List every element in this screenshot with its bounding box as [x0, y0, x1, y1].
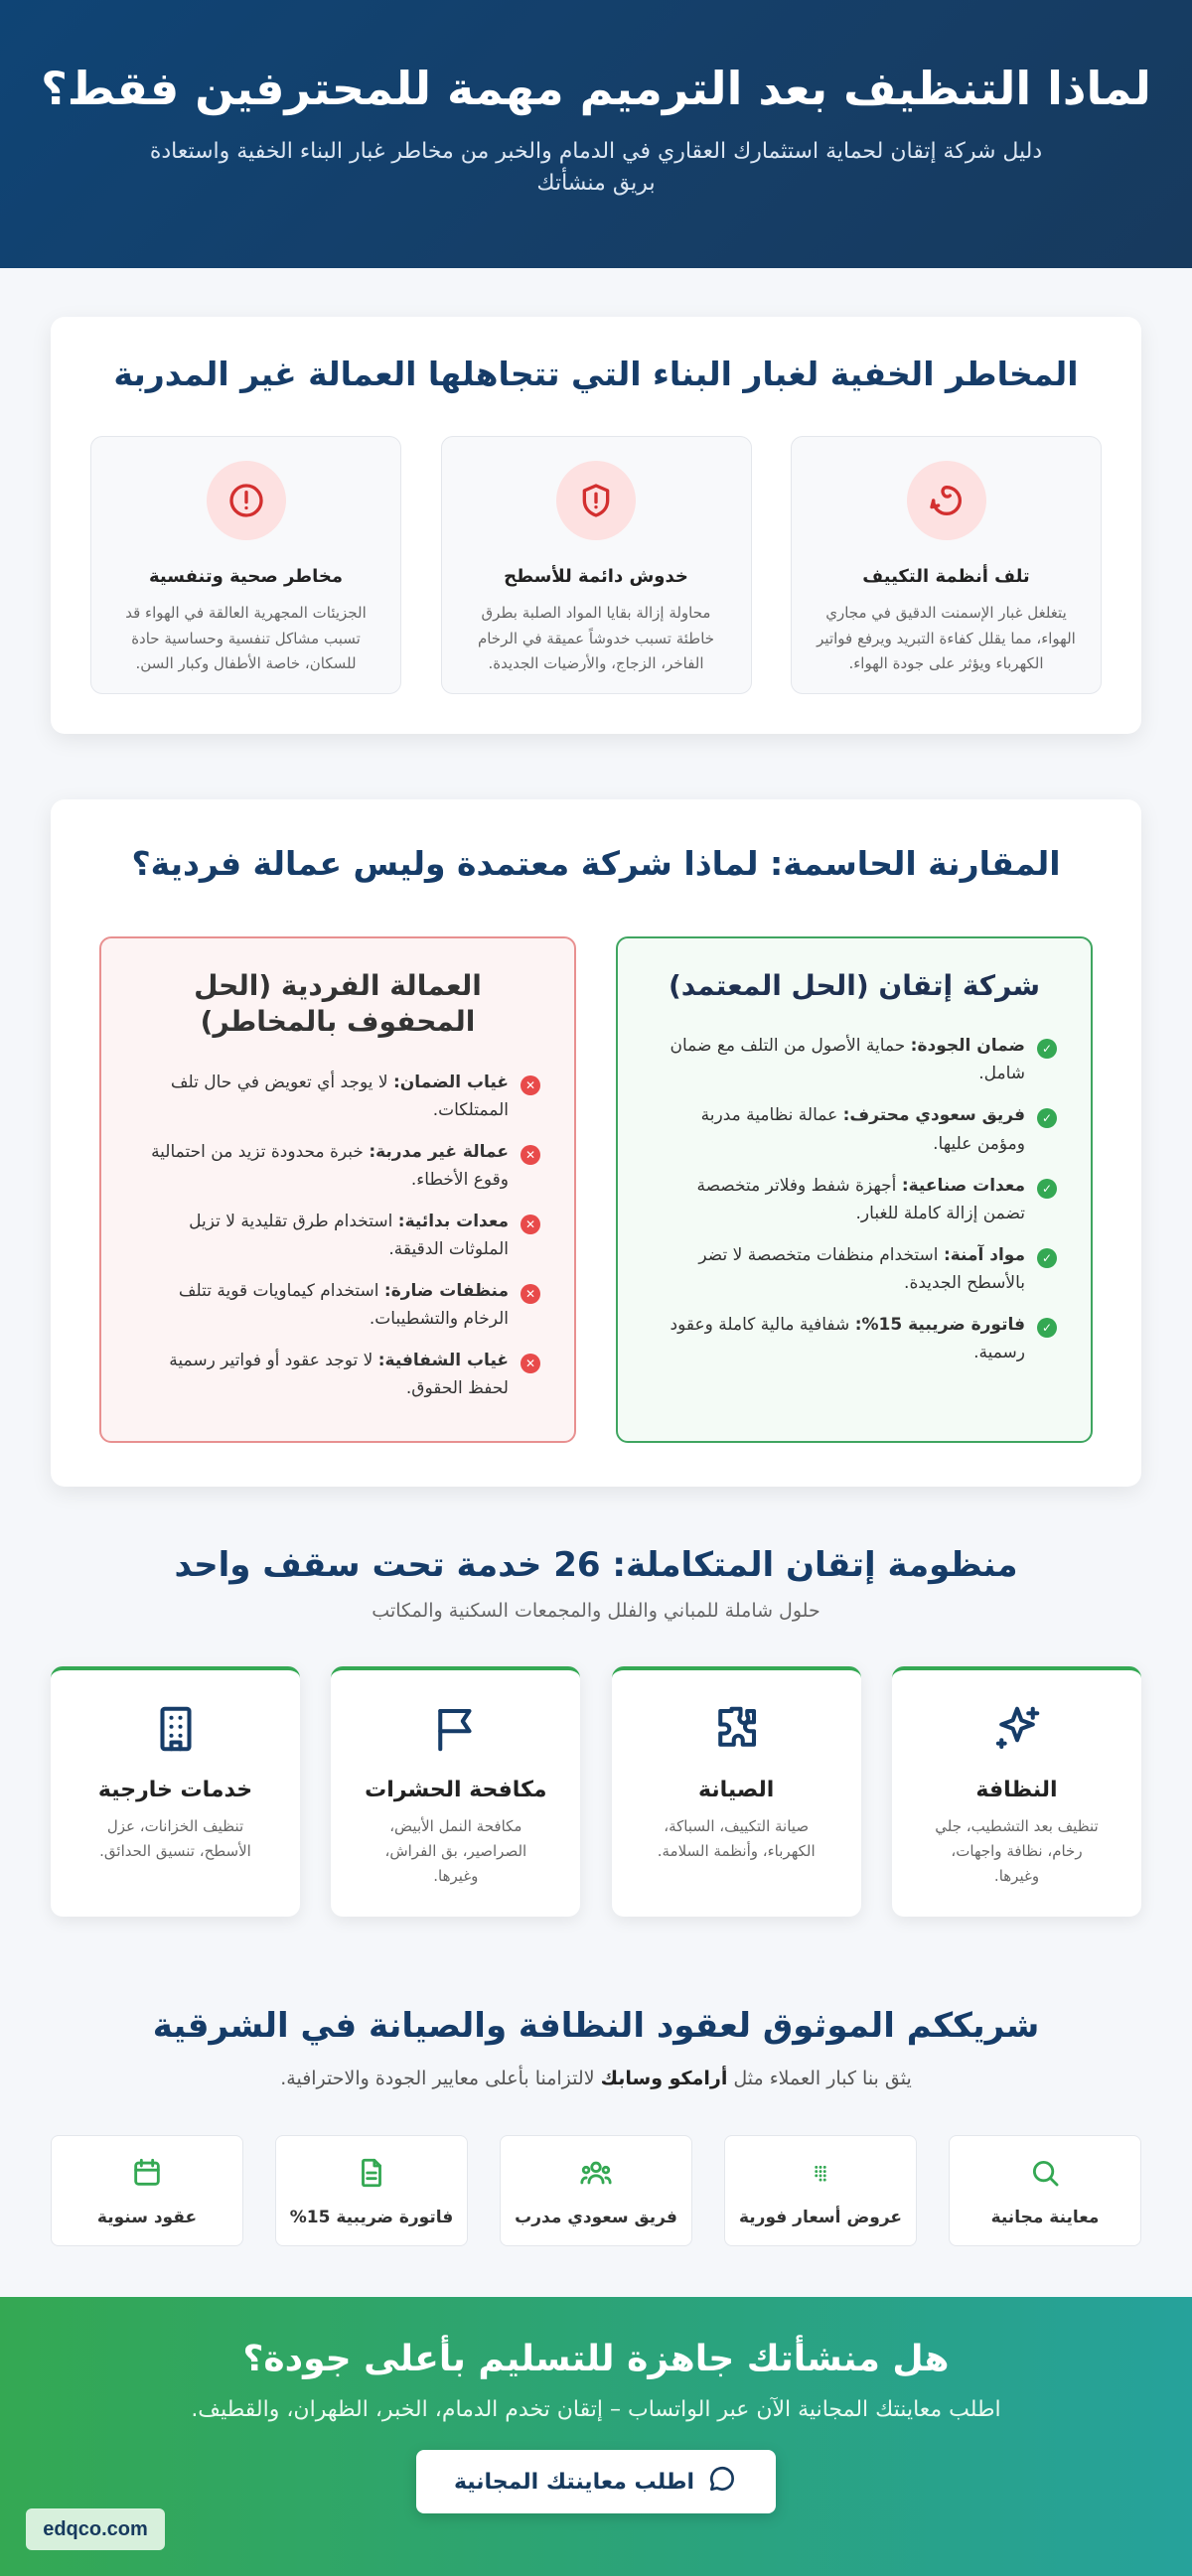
- item-label: منظفات ضارة:: [383, 1281, 509, 1302]
- x-circle-icon: ✕: [521, 1145, 540, 1165]
- item-label: مواد آمنة:: [943, 1244, 1025, 1265]
- service-card-external: [51, 1666, 300, 1917]
- item-text: استخدام كيماويات قوية تتلف الرخام والتشطيبات.: [178, 1281, 509, 1330]
- check-icon: ✓: [1037, 1108, 1057, 1128]
- item-text: عمالة نظامية مدربة ومؤمن عليها.: [700, 1105, 1025, 1154]
- partner-sub-after: لالتزامنا بأعلى معايير الجودة والاحترافية.: [280, 2068, 601, 2089]
- service-title: النظافة: [975, 1778, 1058, 1802]
- service-text: تنظيف الخزانات، عزل الأسطح، تنسيق الحدائق.: [99, 1817, 251, 1860]
- feature-label: عقود سنوية: [96, 2208, 198, 2227]
- check-icon: ✓: [1037, 1248, 1057, 1268]
- list-item: [652, 1172, 1057, 1227]
- list-item: [652, 1101, 1057, 1157]
- search-icon: [1028, 2175, 1062, 2194]
- list-item: [652, 1311, 1057, 1366]
- item-text: لا توجد عقود أو فواتير رسمية لحفظ الحقوق.: [169, 1351, 509, 1399]
- item-label: فاتورة ضريبية 15%:: [854, 1314, 1025, 1335]
- cta-title: هل منشأتك جاهزة للتسليم بأعلى جودة؟: [242, 2339, 950, 2379]
- list-item: [652, 1241, 1057, 1297]
- service-text: مكافحة النمل الأبيض، الصراصير، بق الفراش، وغيرها.: [384, 1817, 527, 1885]
- service-card-pest-control: [331, 1666, 580, 1917]
- team-icon: [579, 2175, 613, 2194]
- site-badge[interactable]: edqco.com: [26, 2508, 165, 2550]
- service-title: خدمات خارجية: [97, 1778, 253, 1802]
- item-label: غياب الضمان:: [393, 1072, 509, 1092]
- partner-features: [51, 2135, 1141, 2246]
- partner-clients: أرامكو وسابك: [600, 2068, 728, 2089]
- partner-title: شريككم الموثوق لعقود النظافة والصيانة في الشرقية: [152, 2006, 1040, 2046]
- check-icon: ✓: [1037, 1318, 1057, 1338]
- item-label: فريق سعودي محترف:: [842, 1105, 1025, 1126]
- partner-sub-before: يثق بنا كبار العملاء مثل: [727, 2068, 912, 2089]
- item-text: أجهزة شفط وفلاتر متخصصة تضمن إزالة كاملة للغبار.: [696, 1175, 1025, 1223]
- sparkles-icon: [990, 1741, 1044, 1760]
- certified-list: [652, 1032, 1057, 1365]
- check-icon: ✓: [1037, 1039, 1057, 1059]
- risk-text: يتغلغل غبار الإسمنت الدقيق في مجاري الهواء، مما يقلل كفاءة التبريد ويرفع فواتير الكهرباء ويؤثر على جودة الهواء.: [817, 604, 1076, 672]
- risks-section: [51, 317, 1141, 734]
- feature-tax-invoice: [275, 2135, 468, 2246]
- individual-list: [135, 1069, 540, 1402]
- partner-subtitle: [0, 2068, 1192, 2089]
- x-circle-icon: ✕: [521, 1215, 540, 1234]
- item-text: حماية الأصول من التلف مع ضمان شامل.: [670, 1036, 1025, 1084]
- list-item: [135, 1138, 540, 1194]
- item-text: استخدام منظفات متخصصة لا تضر بالأسطح الجديدة.: [698, 1244, 1025, 1293]
- item-text: خبرة محدودة تزيد من احتمالية وقوع الأخطاء.: [151, 1141, 509, 1190]
- hero-title: لماذا التنظيف بعد الترميم مهمة للمحترفين فقط؟: [41, 62, 1151, 115]
- x-circle-icon: ✕: [521, 1075, 540, 1095]
- feature-instant-quotes: [724, 2135, 917, 2246]
- certified-column-title: شركة إتقان (الحل المعتمد): [668, 969, 1041, 1002]
- risk-title: تلف أنظمة التكييف: [862, 566, 1030, 587]
- services-title: منظومة إتقان المتكاملة: 26 خدمة تحت سقف واحد: [174, 1545, 1018, 1585]
- service-title: الصيانة: [698, 1778, 775, 1802]
- item-label: ضمان الجودة:: [910, 1036, 1025, 1057]
- ac-damage-icon: [907, 461, 986, 540]
- cta-section: [0, 2297, 1192, 2576]
- service-text: صيانة التكييف، السباكة، الكهرباء، وأنظمة السلامة.: [657, 1817, 816, 1860]
- alert-circle-icon: [207, 461, 286, 540]
- request-inspection-label: اطلب معاينتك المجانية: [453, 2469, 695, 2495]
- feature-label: فاتورة ضريبية 15%: [289, 2208, 454, 2227]
- request-inspection-button[interactable]: [416, 2450, 776, 2513]
- risks-title: المخاطر الخفية لغبار البناء التي تتجاهلها العمالة غير المدربة: [113, 355, 1079, 393]
- services-grid: [51, 1666, 1141, 1917]
- item-text: استخدام طرق تقليدية لا تزيل الملوثات الدقيقة.: [189, 1211, 509, 1260]
- certified-company-column: [616, 936, 1093, 1443]
- individual-column-title: العمالة الفردية (الحل المحفوف بالمخاطر): [194, 969, 482, 1039]
- services-subtitle: حلول شاملة للمباني والفلل والمجمعات السكنية والمكاتب: [372, 1600, 820, 1622]
- flag-icon: [429, 1741, 483, 1760]
- x-circle-icon: ✕: [521, 1284, 540, 1304]
- puzzle-icon: [709, 1741, 763, 1760]
- shield-alert-icon: [556, 461, 636, 540]
- risk-card-ac: [791, 436, 1102, 694]
- feature-annual-contracts: [51, 2135, 243, 2246]
- hero-subtitle: دليل شركة إتقان لحماية استثمارك العقاري في الدمام والخبر من مخاطر غبار البناء الخفية واستعادة بريق منشأتك: [149, 139, 1043, 197]
- invoice-icon: [355, 2175, 388, 2194]
- risks-grid: [90, 436, 1102, 694]
- calendar-icon: [130, 2175, 164, 2194]
- list-item: [652, 1032, 1057, 1087]
- list-item: [135, 1208, 540, 1263]
- risk-text: الجزيئات المجهرية العالقة في الهواء قد تسبب مشاكل تنفسية وحساسية حادة للسكان، خاصة الأطفال وكبار السن.: [125, 604, 367, 672]
- risk-title: مخاطر صحية وتنفسية: [148, 566, 344, 587]
- risk-text: محاولة إزالة بقايا المواد الصلبة بطرق خاطئة تسبب خدوشاً عميقة في الرخام الفاخر، الزجاج، والأرضيات الجديدة.: [477, 604, 715, 672]
- building-icon: [149, 1741, 203, 1760]
- feature-free-inspection: [949, 2135, 1141, 2246]
- item-label: غياب الشفافية:: [377, 1351, 509, 1371]
- service-title: مكافحة الحشرات: [365, 1778, 547, 1802]
- calculator-icon: [804, 2175, 837, 2194]
- item-label: معدات بدائية:: [397, 1211, 509, 1231]
- feature-label: عروض أسعار فورية: [738, 2208, 903, 2227]
- cta-text: اطلب معاينتك المجانية الآن عبر الواتساب – إتقان تخدم الدمام، الخبر، الظهران، والقطيف.: [191, 2397, 1001, 2422]
- list-item: [135, 1277, 540, 1333]
- risk-title: خدوش دائمة للأسطح: [504, 566, 688, 587]
- list-item: [135, 1347, 540, 1402]
- list-item: [135, 1069, 540, 1124]
- item-label: معدات صناعية:: [901, 1175, 1025, 1196]
- hero-header: [0, 0, 1192, 268]
- item-text: شفافية مالية كاملة وعقود رسمية.: [670, 1314, 1025, 1362]
- service-text: تنظيف بعد التشطيب، جلي رخام، نظافة واجهات، وغيرها.: [935, 1817, 1099, 1885]
- feature-saudi-team: [500, 2135, 692, 2246]
- feature-label: معاينة مجانية: [990, 2208, 1100, 2227]
- risk-card-health: [90, 436, 401, 694]
- comparison-section: [51, 799, 1141, 1487]
- service-card-cleaning: [892, 1666, 1141, 1917]
- comparison-title: المقارنة الحاسمة: لماذا شركة معتمدة وليس عمالة فردية؟: [131, 844, 1061, 883]
- item-text: لا يوجد أي تعويض في حال تلف الممتلكات.: [170, 1072, 509, 1120]
- x-circle-icon: ✕: [521, 1354, 540, 1373]
- individual-labor-column: [99, 936, 576, 1443]
- whatsapp-chat-icon: [706, 2463, 738, 2501]
- feature-label: فريق سعودي مدرب: [515, 2208, 677, 2227]
- risk-card-surfaces: [441, 436, 752, 694]
- service-card-maintenance: [612, 1666, 861, 1917]
- check-icon: ✓: [1037, 1179, 1057, 1199]
- item-label: عمالة غير مدربة:: [369, 1141, 509, 1162]
